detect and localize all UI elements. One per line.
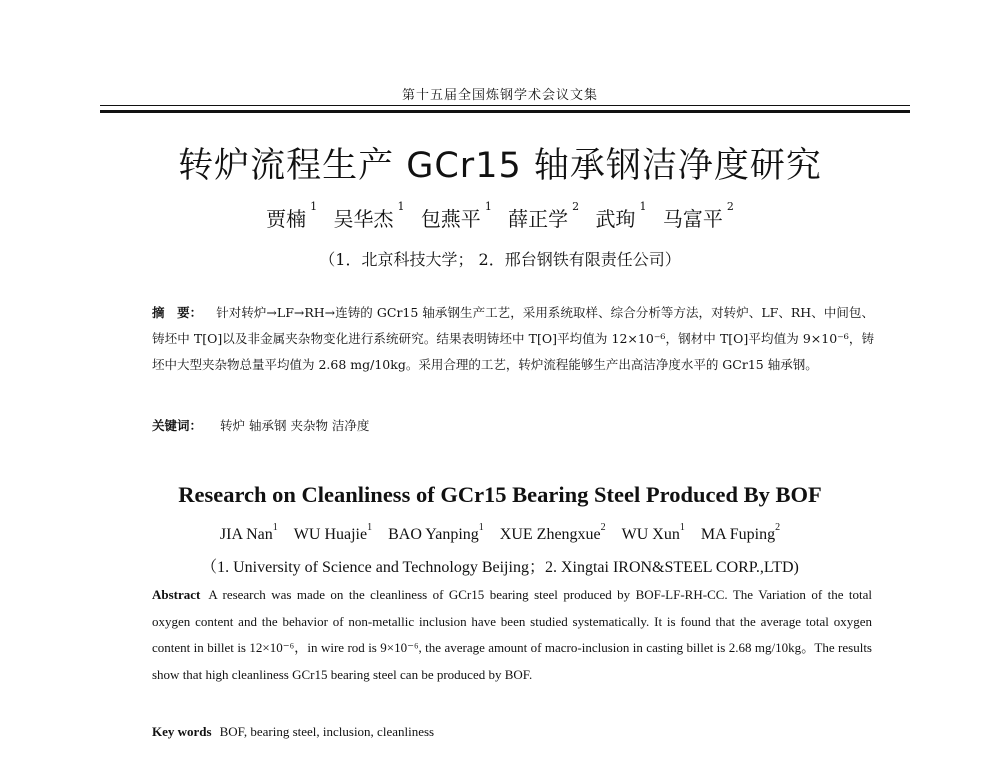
affiliation-mark: 1 [272, 522, 278, 533]
author-name: XUE Zhengxue [499, 526, 601, 543]
chinese-author [595, 200, 647, 231]
english-abstract-text: A research was made on the cleanliness of GCr15 bearing steel produced by BOF-LF-RH-CC. The Variation of the total oxygen content and the behavior of non-metallic inclusion have been studied systematically. It is found that the average total oxygen content in billet is 12×10⁻⁶，in wire rod is 9×10⁻⁶, the average amount of macro-inclusion in casting billet is 2.68 mg/10kg。The results show that high cleanliness GCr15 bearing steel can be produced by BOF. [152, 587, 872, 682]
running-header: 第十五届全国炼钢学术会议文集 [401, 88, 598, 103]
affiliation-mark: 1 [367, 522, 373, 533]
author-name: BAO Yanping [388, 526, 479, 543]
english-author [219, 522, 278, 543]
chinese-abstract-text: 针对转炉→LF→RH→连铸的 GCr15 轴承钢生产工艺，采用系统取样、综合分析等方法，对转炉、LF、RH、中间包、铸坯中 T[O]以及非金属夹杂物变化进行系统研究。结果表明铸坯中 T[O]平均值为 12×10⁻⁶，钢材中 T[O]平均值为 9×10⁻⁶，铸坯中大型夹杂物总量平均值为 2.68 mg/10kg。采用合理的工艺，转炉流程能够生产出高洁净度水平的 GCr15 轴承钢。 [152, 305, 874, 372]
english-abstract [152, 582, 872, 688]
affiliation-mark: 2 [600, 522, 606, 533]
chinese-author-list [0, 200, 1000, 232]
english-affiliation: （1. University of Science and Technology Beijing；2. Xingtai IRON&STEEL CORP.,LTD) [201, 559, 799, 576]
english-keywords-label: Key words [152, 724, 212, 739]
chinese-author [508, 200, 580, 231]
english-author [388, 522, 484, 543]
affiliation-mark: 2 [726, 200, 734, 213]
author-name: WU Huajie [293, 526, 368, 543]
chinese-title: 转炉流程生产 GCr15 轴承钢洁净度研究 [178, 146, 822, 186]
chinese-author [662, 200, 734, 231]
author-name: 马富平 [662, 207, 723, 231]
author-name: 薛正学 [508, 207, 569, 231]
english-title: Research on Cleanliness of GCr15 Bearing Steel Produced By BOF [178, 482, 822, 507]
english-keywords-text: BOF, bearing steel, inclusion, cleanliness [219, 724, 435, 739]
affiliation-mark: 1 [484, 200, 492, 213]
chinese-author [333, 200, 405, 231]
chinese-keywords [152, 416, 874, 434]
chinese-affiliation: （1．北京科技大学； 2．邢台钢铁有限责任公司） [319, 250, 681, 269]
chinese-keywords-text: 转炉 轴承钢 夹杂物 洁净度 [220, 418, 370, 433]
author-name: WU Xun [621, 526, 680, 543]
english-author [621, 522, 685, 543]
author-name: 贾楠 [266, 207, 307, 231]
header-rule-thick [100, 110, 910, 113]
author-name: 吴华杰 [333, 207, 394, 231]
header-rule-thin [100, 105, 910, 106]
author-name: JIA Nan [219, 526, 273, 543]
affiliation-mark: 1 [397, 200, 405, 213]
chinese-keywords-label: 关键词： [152, 418, 203, 433]
author-name: MA Fuping [700, 526, 776, 543]
affiliation-mark: 1 [310, 200, 318, 213]
affiliation-mark: 1 [679, 522, 685, 533]
chinese-abstract-label: 摘 要： [152, 305, 203, 320]
affiliation-mark: 2 [775, 522, 781, 533]
english-author [700, 522, 781, 543]
author-name: 武珣 [595, 207, 636, 231]
chinese-author [266, 200, 318, 231]
affiliation-mark: 1 [639, 200, 647, 213]
english-abstract-label: Abstract [152, 587, 201, 602]
english-author-list [0, 522, 1000, 544]
english-author [293, 522, 373, 543]
english-keywords [152, 724, 872, 740]
affiliation-mark: 2 [572, 200, 580, 213]
english-author [499, 522, 606, 543]
affiliation-mark: 1 [478, 522, 484, 533]
chinese-abstract [152, 300, 874, 378]
author-name: 包燕平 [420, 207, 481, 231]
chinese-author [420, 200, 492, 231]
